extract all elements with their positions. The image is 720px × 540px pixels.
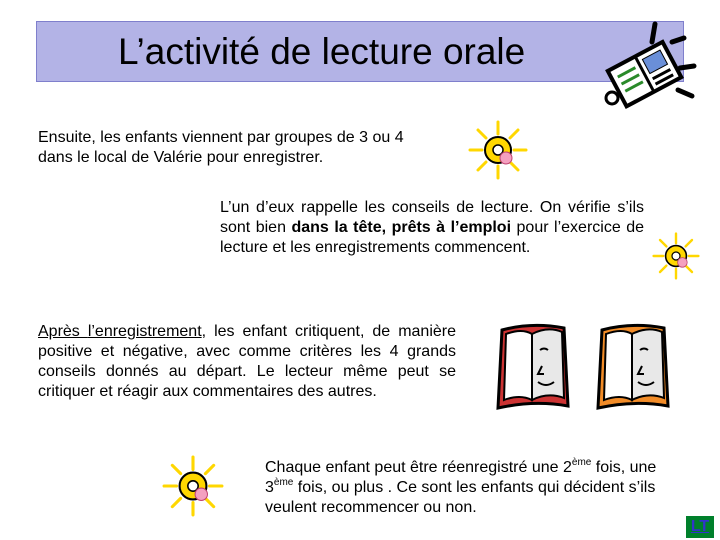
paragraph-text: L’un d’eux rappelle les conseils de lecture. On vérifie s’ils sont bien [220,199,644,236]
slide-title: L’activité de lecture orale [118,31,526,72]
paragraph-text: , les enfant critiquent, de manière positive et négative, avec comme critères les 4 grands conseils donnés au départ. Le lecteur même peut se critiquer et réagir aux commentaires des autres. [38,323,457,400]
paragraph-reading-tips [220,198,644,258]
sun-icon [162,455,224,517]
paragraph-text: pour l’exercice de lecture et les enregistrements commencent. [220,219,645,256]
sun-icon [652,232,700,280]
bold-phrase: prêts à l’emploi [391,219,512,236]
book-face-icon [492,320,574,412]
paragraph-text: Chaque enfant peut être réenregistré une 2 [265,459,572,476]
superscript: ème [273,477,294,488]
paragraph-groups: Ensuite, les enfants viennent par groupes de 3 ou 4 dans le local de Valérie pour enregistrer. [38,129,404,166]
paragraph-text: fois, ou plus . Ce sont les enfants qui décident s’ils veulent recommencer ou non. [265,479,656,516]
lt-logo-button[interactable] [686,516,714,538]
underlined-phrase: Après [38,323,88,340]
logo-text: LT [690,518,710,535]
paragraph-text: fois, une 3 [265,459,657,496]
underlined-phrase: l’enregistrement [87,323,202,340]
book-clipart-icon [600,20,700,110]
bold-phrase: dans la tête, [291,219,387,236]
superscript: ème [571,457,592,468]
book-face-icon [592,320,674,412]
sun-icon [468,120,528,180]
paragraph-rerecord [265,458,685,518]
paragraph-critique [38,322,456,402]
